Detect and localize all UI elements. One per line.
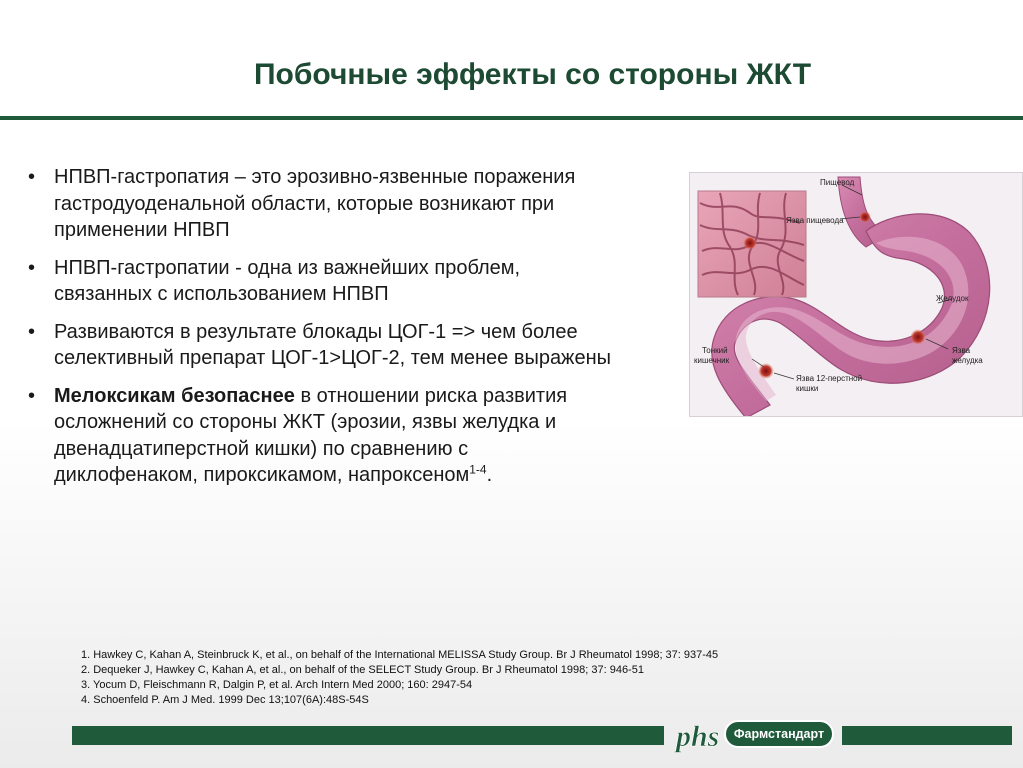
label-esophagus: Пищевод xyxy=(820,178,855,187)
footer-bar-left xyxy=(72,726,664,745)
label-stomach: Желудок xyxy=(936,294,969,303)
gastric-ulcer-spot xyxy=(910,329,926,345)
bullet-item-1 xyxy=(28,164,698,244)
bullet-icon: • xyxy=(28,256,36,279)
bullet-4-line-3: двенадцатиперстной кишки) по сравнению с xyxy=(54,437,469,460)
title-divider xyxy=(0,116,1023,120)
mucosa-ulcer xyxy=(743,236,757,250)
bullet-item-3 xyxy=(28,319,698,372)
reference-item: 4. Schoenfeld P. Am J Med. 1999 Dec 13;107(6A):48S-54S xyxy=(81,694,369,706)
reference-item: 1. Hawkey C, Kahan A, Steinbruck K, et al., on behalf of the International MELISSA Study Group. Br J Rheumatol 1998; 37: 937-45 xyxy=(81,649,719,661)
references-list xyxy=(81,648,841,708)
citation-superscript: 1-4 xyxy=(469,462,487,477)
company-logo xyxy=(672,712,836,758)
bullet-item-4 xyxy=(28,383,698,489)
bullet-2-line-2: связанных с использованием НПВП xyxy=(54,283,389,305)
bullet-4-line-4 xyxy=(54,462,698,489)
stomach-diagram-svg xyxy=(690,173,1023,417)
footer-bar-right xyxy=(842,726,1012,745)
bullet-4-bold-prefix: Мелоксикам безопаснее xyxy=(54,384,295,407)
stomach-illustration xyxy=(689,172,1023,417)
bullet-4-line-1 xyxy=(54,383,698,410)
label-gastric-ulcer-1: Язва xyxy=(952,346,971,355)
reference-item: 2. Dequeker J, Hawkey C, Kahan A, et al., on behalf of the SELECT Study Group. Br J Rheumatol 1998; 37: 946-51 xyxy=(81,664,644,676)
bullet-3-line-2: селективный препарат ЦОГ-1>ЦОГ-2, тем менее выражены xyxy=(54,347,611,369)
slide-title: Побочные эффекты со стороны ЖКТ xyxy=(253,58,812,91)
label-small-intestine-2: кишечник xyxy=(694,356,730,365)
bullet-1-line-2: гастродуоденальной области, которые возникают при xyxy=(54,192,555,215)
bullet-4-ending: . xyxy=(486,464,493,486)
bullet-1-line-3: применении НПВП xyxy=(54,219,230,241)
bullet-icon: • xyxy=(28,166,36,188)
label-small-intestine-1: Тонкий xyxy=(702,346,728,355)
esophageal-ulcer-spot xyxy=(859,211,871,223)
logo-name: Фармстандарт xyxy=(724,720,834,748)
label-esophageal-ulcer: Язва пищевода xyxy=(786,216,844,225)
bullet-list xyxy=(28,164,698,500)
bullet-2-line-1: НПВП-гастропатии - одна из важнейших проблем, xyxy=(54,256,521,279)
label-duodenal-ulcer-2: кишки xyxy=(796,384,819,393)
bullet-1-line-1: НПВП-гастропатия – это эрозивно-язвенные поражения xyxy=(54,166,576,188)
bullet-icon: • xyxy=(28,320,36,343)
bullet-icon: • xyxy=(28,384,36,407)
bullet-4-line-1-rest: в отношении риска развития xyxy=(294,384,568,407)
bullet-4-last-line: диклофенаком, пироксикамом, напроксеном xyxy=(54,464,470,486)
bullet-3-line-1: Развиваются в результате блокады ЦОГ-1 => чем более xyxy=(54,320,578,343)
reference-item: 3. Yocum D, Fleischmann R, Dalgin P, et al. Arch Intern Med 2000; 160: 2947-54 xyxy=(81,679,473,691)
label-gastric-ulcer-2: желудка xyxy=(952,356,983,365)
duodenal-ulcer-spot xyxy=(758,363,774,379)
logo-mark-text: phs xyxy=(676,720,720,753)
label-duodenal-ulcer-1: Язва 12-перстной xyxy=(796,374,863,383)
bullet-item-2 xyxy=(28,255,698,308)
bullet-4-line-2: осложнений со стороны ЖКТ (эрозии, язвы желудка и xyxy=(54,411,557,433)
